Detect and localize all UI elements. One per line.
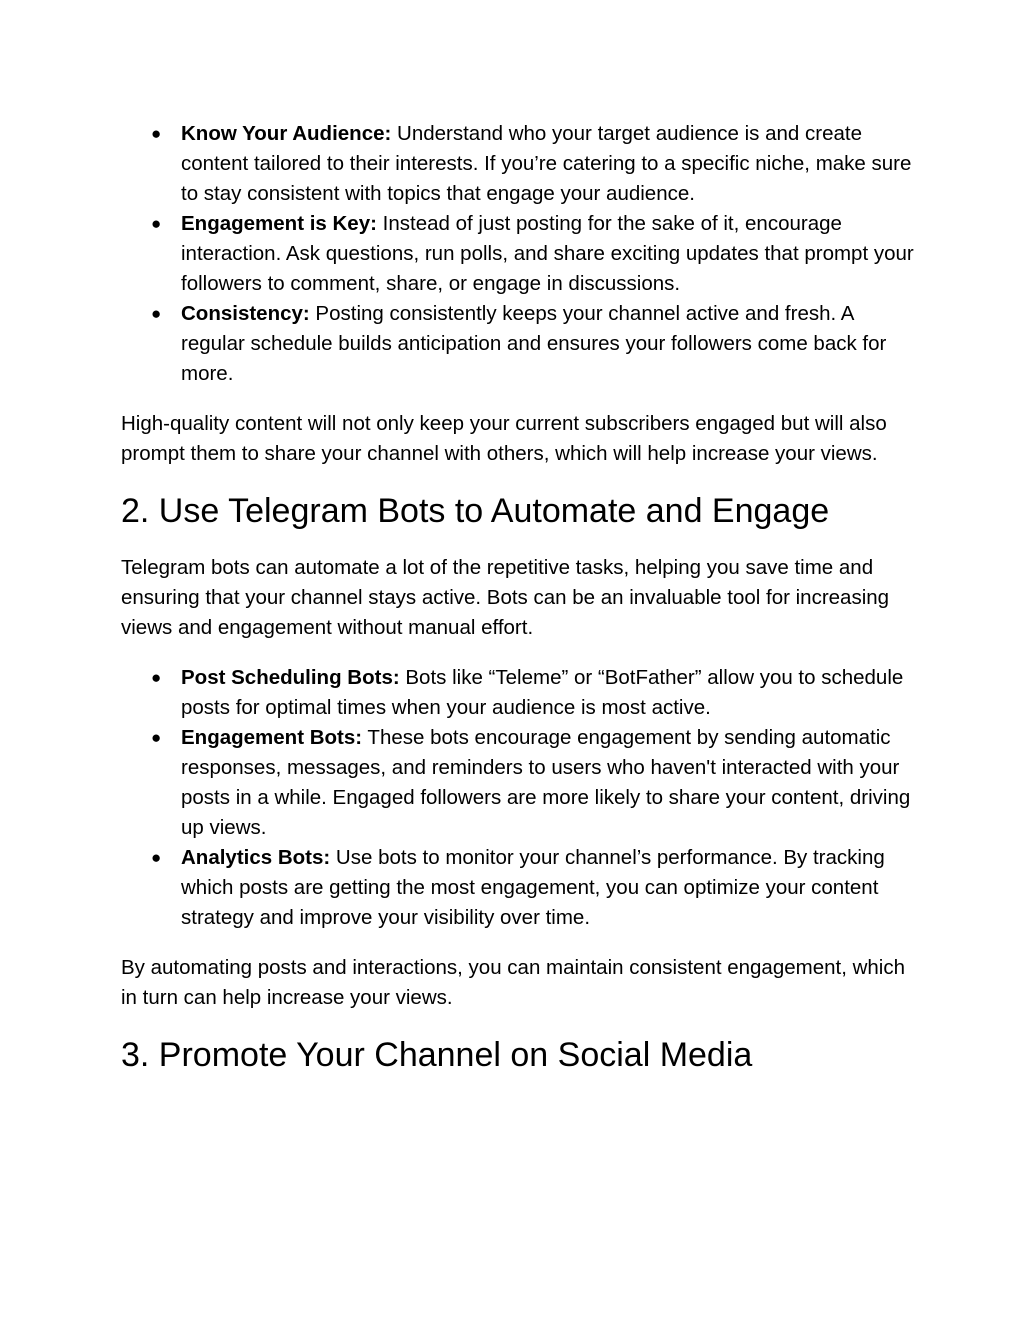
list-item-label: Analytics Bots:: [181, 846, 331, 869]
list-item-analytics-bots: [121, 843, 921, 933]
bullet-list-content-tips: [121, 119, 921, 389]
list-item-label: Know Your Audience:: [181, 122, 392, 145]
section-heading-telegram-bots: 2. Use Telegram Bots to Automate and Engage: [121, 492, 830, 530]
bullet-icon: ●: [151, 214, 162, 233]
bullet-icon: ●: [151, 728, 162, 747]
document-page: [121, 119, 921, 1075]
bullet-icon: ●: [151, 124, 162, 143]
bullet-list-bot-types: [121, 663, 921, 933]
paragraph-high-quality-content: High-quality content will not only keep your current subscribers engaged but will also prompt them to share your channel with others, which will help increase your views.: [121, 412, 887, 465]
list-item-text: Instead of just posting for the sake of it, encourage interaction. Ask questions, run polls, and share exciting updates that prompt your followers to comment, share, or engage in discussions.: [181, 212, 914, 295]
list-item-label: Engagement is Key:: [181, 212, 377, 235]
list-item-know-audience: [121, 119, 921, 209]
bullet-icon: ●: [151, 304, 162, 323]
list-item-label: Engagement Bots:: [181, 726, 363, 749]
list-item-text: Understand who your target audience is and create content tailored to their interests. If you’re catering to a specific niche, make sure to stay consistent with topics that engage your audience.: [181, 122, 912, 205]
list-item-text: Posting consistently keeps your channel active and fresh. A regular schedule builds anticipation and ensures your followers come back for more.: [181, 302, 887, 385]
list-item-post-scheduling-bots: [121, 663, 921, 723]
list-item-text: These bots encourage engagement by sending automatic responses, messages, and reminders to users who haven't interacted with your posts in a while. Engaged followers are more likely to share your content, driving up views.: [181, 726, 911, 839]
section-heading-social-media: 3. Promote Your Channel on Social Media: [121, 1036, 753, 1074]
bullet-icon: ●: [151, 848, 162, 867]
list-item-label: Consistency:: [181, 302, 310, 325]
list-item-engagement-key: [121, 209, 921, 299]
bullet-icon: ●: [151, 668, 162, 687]
paragraph-bots-intro: Telegram bots can automate a lot of the repetitive tasks, helping you save time and ensuring that your channel stays active. Bots can be an invaluable tool for increasing views and engagement without manual effort.: [121, 556, 890, 639]
list-item-consistency: [121, 299, 921, 389]
list-item-engagement-bots: [121, 723, 921, 843]
list-item-text: Bots like “Teleme” or “BotFather” allow you to schedule posts for optimal times when your audience is most active.: [181, 666, 904, 719]
paragraph-automation-summary: By automating posts and interactions, you can maintain consistent engagement, which in turn can help increase your views.: [121, 956, 906, 1009]
list-item-label: Post Scheduling Bots:: [181, 666, 400, 689]
list-item-text: Use bots to monitor your channel’s performance. By tracking which posts are getting the most engagement, you can optimize your content strategy and improve your visibility over time.: [181, 846, 885, 929]
